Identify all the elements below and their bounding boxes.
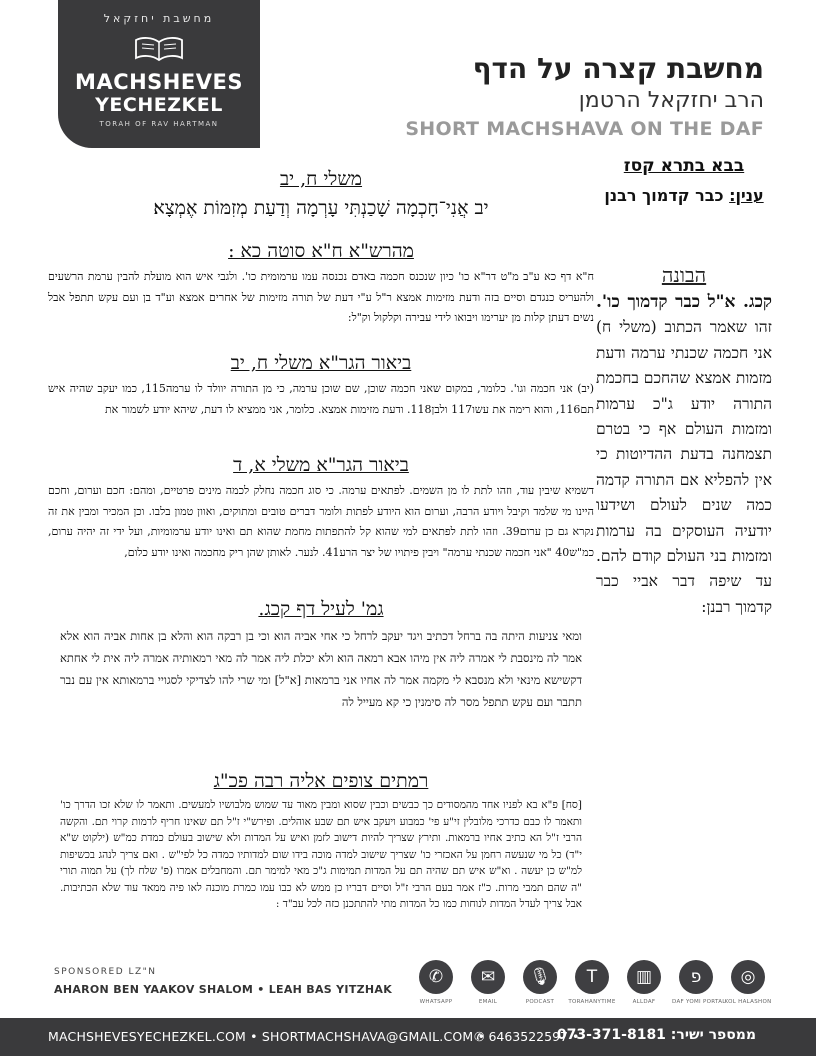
whatsapp-label: WHATSAPP [419,999,453,1005]
source-gra-mishlei-8 [48,352,594,420]
section-body: ח"א דף כא ע"ב מ"ט דר"א כו' כיון שנכנס חכמה באדם נכנסה עמו ערמומית כו'. ולגבי איש הוא מועלת להבין ערמת הרשעים ולהעריס כנגדם וסיים בזה ודעת מזימות אמצא ר"ל ע"י דעת של תורה מזימות של אחרים אמצא וע"ד בן ועם עקש תתפל אבל נשים דעתן קלות מן יערימו ויבואו לידי עבירה וקלקול וק"ל: [48,270,594,324]
section-body: (יב) אני חכמה וגו'. כלומר, במקום שאני חכמה שוכן, שם שוכן ערמה, כי מן התורה יוולד לו ערמה115, כמו יעקב שהיה איש תם116, והוא רימה את עשו117 ולבן118. ודעת מזימות אמצא. כלומר, אני ממציא לו דעת, שיהא יודע לשמור את [48,382,594,416]
masechta-title: בבא בתרא קסז [623,156,745,176]
alldaf-link[interactable] [620,960,668,1005]
section-body: [סח] פ"א בא לפניו אחד מהמסודים כך כבשים וכבין שסוא ומבין מאוד עד שמוש מלבושיו למעשים. ותאמר לו שלא זכו הדרך כו' ותאמר לו כבם כדרכי מלובלין זי"ע פי' כמבוע ויעקב איש תם שבע אוהלים. ופירש"י ז"ל תם שאינו חריף לרמות קרוי תם. והקשה הרבי ז"ל הא כתיב אחיו ברמאות. ותירץ שצריך להיות דישוב לזמן ואיש על המדות ולא שישוב בעולם כמדת כמ"ש (ילקוט ש"א י"ד) כל מי שנעשה רחמן על האכזרי כו' שצריך שישוב למדה מוכה בידו שום למדותיו כמדה כל לפי"ש . ואם צריך לנהג בכשיפות למ"ש כן יעשה . וא"ש איש תם שהיה תם על המדות תמימות ג"כ מאי למימר תם. והמחבלים אמרו (פ' שלח לך) על תמוה תורי "ה שהם תמבי מרות. כ"ז אמר בעם הרבי ז"ל וסיים דבריו כן ממש לא כבו עמו כמרת מוכנה לאו פיה ממאד עוד שלא הכתיבות. אבל צריך לעדל המדות לנוחות כמו כל המדות מתי להתתכנן כזה לכל עב"ד : [60,799,582,910]
kolhalashon-label: KOL HALASHON [724,999,772,1005]
source-ramasayim-tzofim [48,770,594,913]
dafyomi-portal-link[interactable] [672,960,726,1005]
open-book-icon [134,34,184,62]
logo-hebrew-name: מחשבת יחזקאל [103,12,215,25]
logo-line-2: YECHEZKEL [95,94,223,116]
kolhalashon-link[interactable] [724,960,772,1005]
havana-body [596,290,772,620]
alldaf-label: ALLDAF [632,999,656,1005]
pasuk-text: יב אֲנִי־חָכְמָה שָׁכַנְתִּי עָרְמָה וְדַעַת מְזִמּוֹת אֶמְצָא׃ [153,197,489,219]
torahanytime-link[interactable] [568,960,616,1005]
whatsapp-link[interactable] [412,960,460,1005]
section-heading: משלי ח, יב [279,168,363,190]
inyan-text: כבר קדמוך רבנן [604,186,724,205]
author-name: הרב יחזקאל הרטמן [578,88,764,113]
phone-number[interactable]: ✆ 6463522597 • [474,1029,580,1044]
podcast-icon: 🎙 [523,960,557,994]
contact-links[interactable]: MACHSHEVESYECHEZKEL.COM • SHORTMACHSHAVA@GMAIL.COM • [48,1029,486,1044]
section-body: דשמיא שיבין עוד, וזהו לתת לו מן השמים. לפתאים ערמה. כי סוג חכמה נחלק לכמה מינים פרטיים, ומהם: חכם וערום, וחכם היינו מי שלמד וקיבל ויודע הרבה, וערום הוא היודע לפתות ולומר דברים טובים ומתוקים, ואוון טמון בלבו. וכן המכיר ומבין את זה נקרא גם כן ערום39. וזהו לתת לפתאים למי שהוא קל להתפתות מחמת שהוא תם ואינו יודע ערמומיות, ועל ידי זה יהיה ערום, כמ"ש40 "אני חכמה שכנתי ערמה" ויבין פיתויו של יצר הרע41. לנער. לאותן שהן ריק מחכמה ואינו יודע כלום, [48,484,594,559]
section-heading: גמ' לעיל דף קכג. [258,598,384,620]
contact-bar [0,1018,816,1056]
source-mishlei [48,168,594,220]
header [260,0,816,146]
logo [58,0,260,148]
torahanytime-label: TORAHANYTIME [568,999,616,1005]
direct-line[interactable]: ממספר ישיר: 073-371-8181 [556,1027,756,1043]
dafyomi-portal-label: DAF YOMI PORTAL [672,999,726,1005]
section-heading: ביאור הגר"א משלי א, ד [233,454,409,476]
dafyomi-portal-icon: פ [679,960,713,994]
email-label: EMAIL [478,999,498,1005]
source-maharsha [48,240,594,329]
topic-column [596,152,772,620]
page-title: מחשבת קצרה על הדף [472,52,764,85]
section-heading: ביאור הגר"א משלי ח, יב [230,352,412,374]
email-link[interactable] [464,960,512,1005]
section-heading: רמתים צופים אליה רבה פכ"ג [213,770,429,792]
podcast-link[interactable] [516,960,564,1005]
inyan-label: ענין: [729,186,764,205]
havana-text: זהו שאמר הכתוב (משלי ח) אני חכמה שכנתי ערמה ודעת מזמות אמצא שהחכם בחכמת התורה יודע ג"כ ערמות ומזמות העולם אף כי בטרם תצמחנה בדעת ההדיוטות כי אין להפליא אם התורה קדמה כמה שנים לעולם ושידעו יודעיה העוסקים בה ערמות ומזמות בני העולם קודם להם. עד שיפה דבר אביי כבר קדמוך רבנן: [596,318,772,616]
whatsapp-icon: ✆ [419,960,453,994]
havana-lead: קכג. א"ל כבר קדמוך כו'. [596,292,772,312]
alldaf-icon: ▥ [627,960,661,994]
section-heading: מהרש"א ח"א סוטה כא : [228,240,414,262]
sponsored-label: SPONSORED LZ"N [54,967,157,977]
sponsored-names: AHARON BEN YAAKOV SHALOM • LEAH BAS YITZHAK [54,983,393,996]
kolhalashon-icon: ◎ [731,960,765,994]
havana-heading: הבונה [661,263,707,287]
source-gemara [48,598,594,713]
logo-line-1: MACHSHEVES [75,70,243,94]
source-gra-mishlei-1 [48,454,594,563]
platform-links [412,960,784,1010]
torahanytime-icon: T [575,960,609,994]
podcast-label: PODCAST [525,999,555,1005]
logo-tagline: TORAH OF RAV HARTMAN [99,120,219,128]
inyan-line [596,186,772,205]
section-body: ומאי צניעות היתה בה ברחל דכתיב ויגד יעקב לרחל כי אחי אביה הוא וכי בן רבקה הוא והלא בן אחות אביה הוא אלא אמר לה מינסבת לי אמרה ליה אין מיהו אבא רמאה הוא ולא יכלת ליה אמר לה מאי רמאותיה אמרה ליה אית לי אחתא דקשישא מינאי ולא מנסבא לי מקמה אמר לה אחיו אני ברמאות [א"ל] ומי שרי להו לצדיקי לסגויי ברמאותא אין עם נבר תתבר ועם עקש תתפל מסר לה סימנין כי קא מעייל לה [60,629,582,709]
english-title: SHORT MACHSHAVA ON THE DAF [405,118,764,140]
email-icon: ✉ [471,960,505,994]
